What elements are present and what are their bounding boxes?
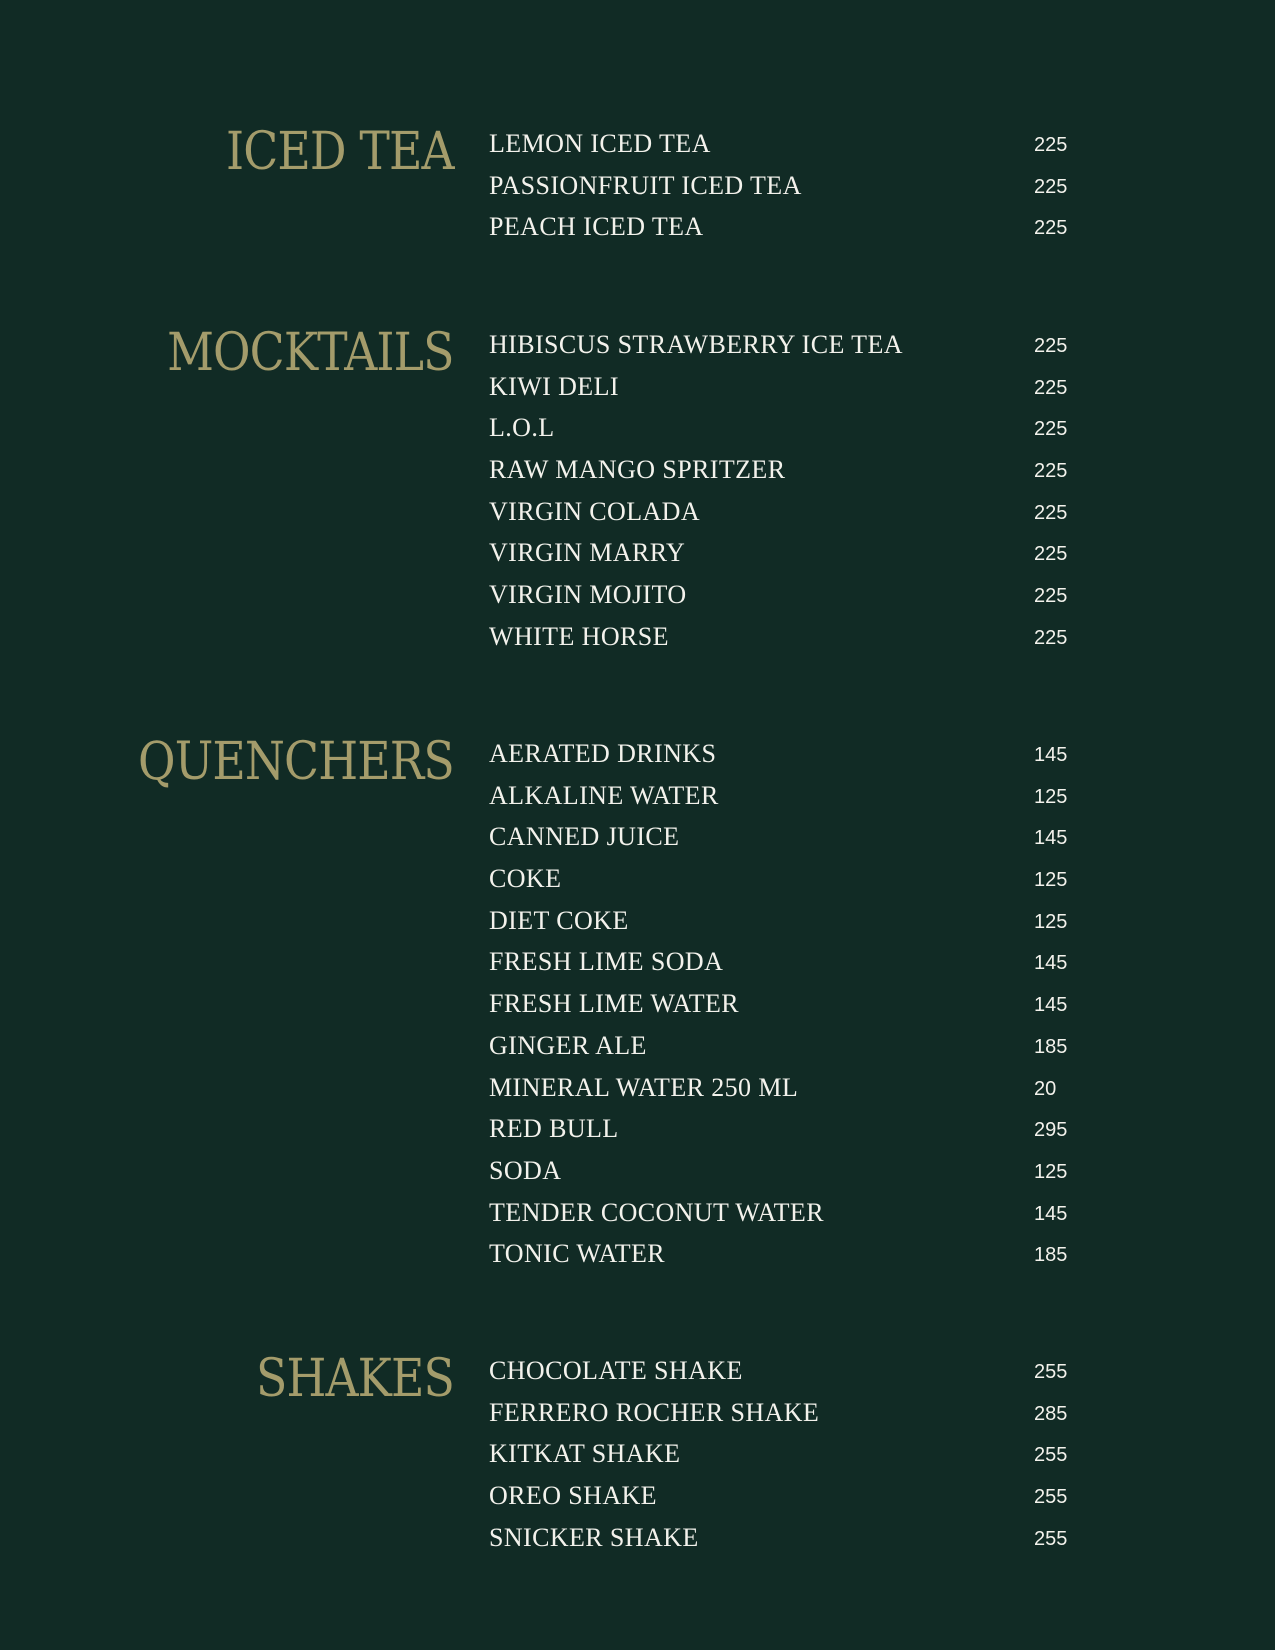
item-list [489,128,1089,253]
menu-item [489,1113,1089,1155]
section-title: SHAKES [256,1349,454,1409]
item-price: 255 [1034,1527,1068,1550]
item-price: 295 [1034,1119,1068,1142]
item-price: 225 [1034,626,1068,649]
item-price: 225 [1034,134,1068,156]
item-name: LEMON ICED TEA [489,129,711,158]
menu-item [489,1480,1089,1522]
item-name: SODA [489,1155,562,1185]
menu-item [489,329,1089,371]
item-name: SNICKER SHAKE [489,1522,699,1552]
item-price: 225 [1034,543,1068,566]
menu-item [489,621,1089,663]
item-price: 225 [1034,376,1068,399]
item-price: 225 [1034,217,1068,240]
item-price: 125 [1034,910,1068,933]
item-name: HIBISCUS STRAWBERRY ICE TEA [489,330,903,359]
item-name: L.O.L [489,413,555,443]
item-name: TENDER COCONUT WATER [489,1197,824,1227]
item-name: PASSIONFRUIT ICED TEA [489,170,802,200]
menu-item [489,1238,1089,1280]
menu-item [489,1397,1089,1439]
item-name: TONIC WATER [489,1239,666,1269]
section-title: ICED TEA [226,122,454,182]
item-price: 185 [1034,1244,1068,1267]
item-price: 20 [1034,1077,1057,1100]
item-name: RED BULL [489,1114,619,1144]
item-name: FERRERO ROCHER SHAKE [489,1397,820,1427]
menu-item [489,371,1089,413]
item-price: 255 [1034,1444,1068,1467]
item-list [489,1355,1089,1563]
menu-item [489,211,1089,253]
item-price: 225 [1034,501,1068,524]
menu-item [489,1197,1089,1239]
item-name: VIRGIN MOJITO [489,580,687,610]
item-name: COKE [489,864,562,894]
menu-item [489,170,1089,212]
item-name: FRESH LIME SODA [489,947,724,977]
item-name: ALKALINE WATER [489,780,719,810]
menu-item [489,988,1089,1030]
item-price: 125 [1034,1160,1068,1183]
menu-item [489,1155,1089,1197]
item-name: KIWI DELI [489,371,619,401]
menu-item [489,821,1089,863]
menu-item [489,1030,1089,1072]
menu-item [489,863,1089,905]
item-name: CHOCOLATE SHAKE [489,1356,743,1385]
menu-item [489,780,1089,822]
menu-item [489,1355,1089,1397]
item-name: CANNED JUICE [489,822,680,852]
item-name: AERATED DRINKS [489,739,717,768]
menu-item [489,537,1089,579]
item-name: KITKAT SHAKE [489,1439,681,1469]
menu-item [489,412,1089,454]
item-name: RAW MANGO SPRITZER [489,455,786,485]
item-price: 225 [1034,175,1068,198]
item-name: PEACH ICED TEA [489,212,704,242]
item-price: 145 [1034,994,1068,1017]
menu-item [489,128,1089,170]
menu-item [489,1522,1089,1564]
item-price: 125 [1034,869,1068,892]
menu-item [489,496,1089,538]
item-price: 185 [1034,1035,1068,1058]
item-name: MINERAL WATER 250 ML [489,1072,799,1102]
menu-item [489,579,1089,621]
item-price: 145 [1034,1202,1068,1225]
item-list [489,329,1089,663]
item-price: 225 [1034,335,1068,357]
item-price: 145 [1034,952,1068,975]
item-price: 255 [1034,1361,1068,1383]
menu-item [489,1072,1089,1114]
section-title: QUENCHERS [138,732,454,792]
menu-item [489,454,1089,496]
menu-item [489,946,1089,988]
item-price: 285 [1034,1402,1068,1425]
menu-item [489,738,1089,780]
item-price: 255 [1034,1486,1068,1509]
item-price: 145 [1034,827,1068,850]
item-name: OREO SHAKE [489,1481,657,1511]
item-name: VIRGIN COLADA [489,496,701,526]
item-list [489,738,1089,1280]
item-name: DIET COKE [489,905,629,935]
item-price: 145 [1034,744,1068,766]
item-name: FRESH LIME WATER [489,989,740,1019]
item-price: 225 [1034,460,1068,483]
section-title: MOCKTAILS [167,323,454,383]
menu-item [489,1438,1089,1480]
item-name: WHITE HORSE [489,621,669,651]
menu-item [489,905,1089,947]
item-name: VIRGIN MARRY [489,538,686,568]
item-price: 125 [1034,785,1068,808]
item-name: GINGER ALE [489,1030,647,1060]
item-price: 225 [1034,585,1068,608]
item-price: 225 [1034,418,1068,441]
